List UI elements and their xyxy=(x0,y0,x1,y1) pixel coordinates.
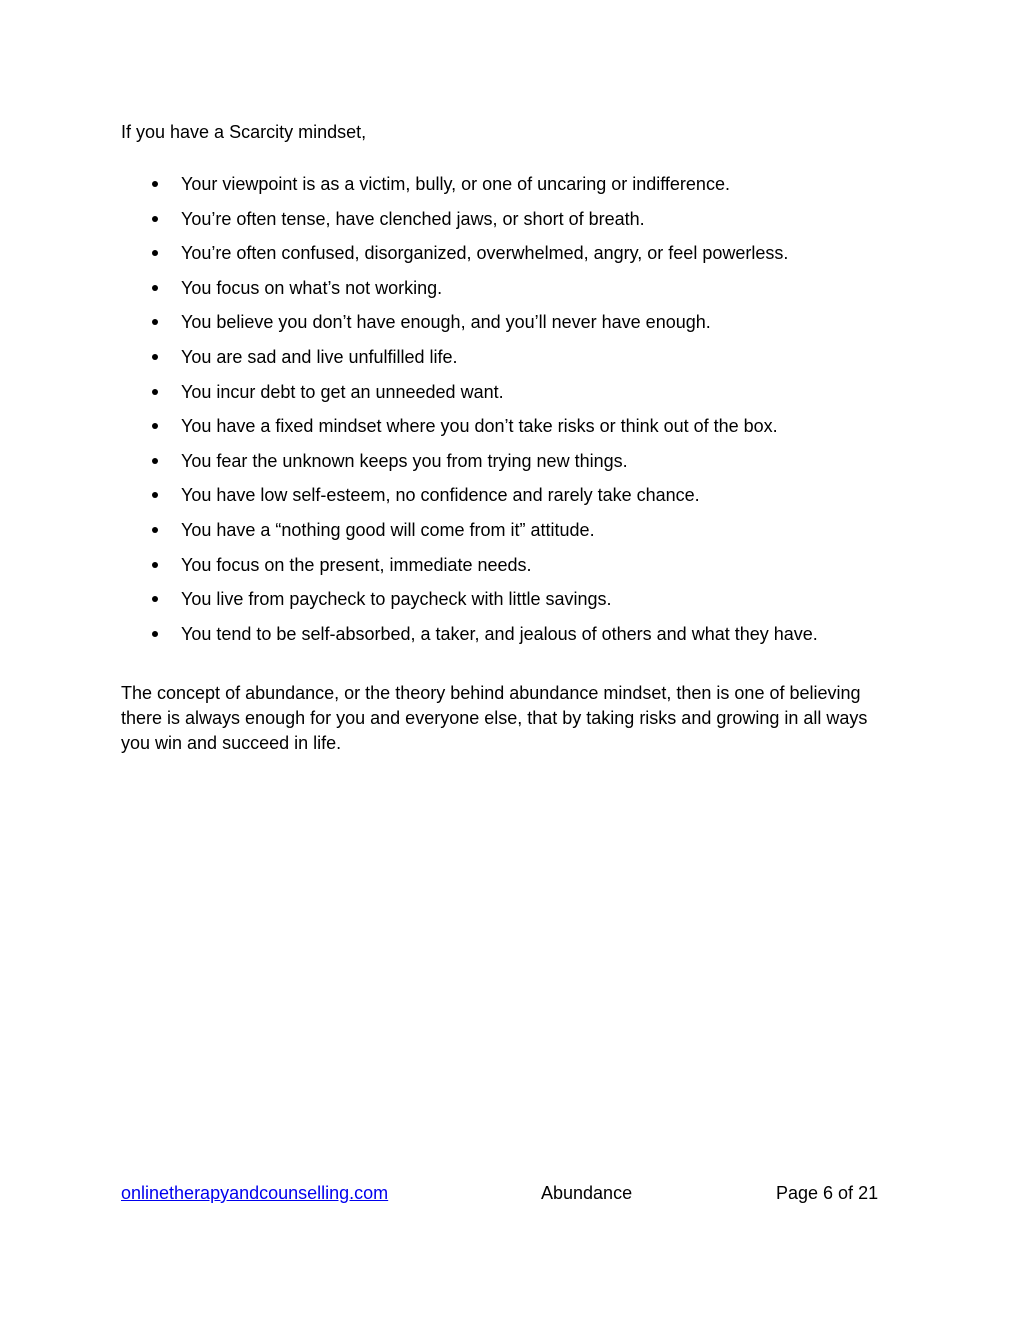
list-item-text: You focus on the present, immediate needs. xyxy=(181,554,532,575)
list-item-text: You focus on what’s not working. xyxy=(181,277,443,298)
bullet-icon xyxy=(152,631,158,637)
list-item-text: Your viewpoint is as a victim, bully, or one of uncaring or indifference. xyxy=(181,174,730,194)
bullet-icon xyxy=(152,181,158,187)
list-item-text: You are sad and live unfulfilled life. xyxy=(181,346,458,367)
page-footer xyxy=(0,1182,1024,1206)
list-item xyxy=(121,208,921,243)
list-item-text: You believe you don’t have enough, and you’ll never have enough. xyxy=(181,312,711,333)
list-item xyxy=(121,623,921,658)
list-item xyxy=(121,242,921,277)
bullet-icon xyxy=(152,458,158,464)
list-item xyxy=(121,381,921,416)
list-item-text: You tend to be self-absorbed, a taker, and jealous of others and what they have. xyxy=(181,623,818,644)
list-item xyxy=(121,346,921,381)
list-item-text: You have a fixed mindset where you don’t take risks or think out of the box. xyxy=(181,416,778,437)
list-item xyxy=(121,415,921,450)
page-number: Page 6 of 21 xyxy=(776,1183,879,1203)
list-item xyxy=(121,588,921,623)
bullet-icon xyxy=(152,562,158,568)
list-item-text: You incur debt to get an unneeded want. xyxy=(181,381,504,402)
list-item-text: You live from paycheck to paycheck with little savings. xyxy=(181,589,612,610)
bullet-icon xyxy=(152,216,158,222)
bullet-icon xyxy=(152,319,158,325)
bullet-icon xyxy=(152,285,158,291)
website-link[interactable]: onlinetherapyandcounselling.com xyxy=(121,1183,389,1203)
bullet-icon xyxy=(152,354,158,360)
scarcity-bullet-list xyxy=(121,173,921,657)
list-item-text: You’re often tense, have clenched jaws, or short of breath. xyxy=(181,208,645,229)
bullet-icon xyxy=(152,423,158,429)
bullet-icon xyxy=(152,596,158,602)
list-item xyxy=(121,311,921,346)
list-item-text: You fear the unknown keeps you from trying new things. xyxy=(181,450,628,471)
list-item-text: You have low self-esteem, no confidence and rarely take chance. xyxy=(181,485,700,506)
bullet-icon xyxy=(152,389,158,395)
bullet-icon xyxy=(152,250,158,256)
list-item xyxy=(121,173,921,208)
document-title: Abundance xyxy=(541,1183,633,1203)
closing-paragraph: The concept of abundance, or the theory behind abundance mindset, then is one of believing there is always enough for you and everyone else, that by taking risks and growing in all ways you win and succeed in life. xyxy=(121,683,868,753)
list-item xyxy=(121,277,921,312)
list-item xyxy=(121,519,921,554)
list-item xyxy=(121,484,921,519)
intro-text: If you have a Scarcity mindset, xyxy=(121,122,367,142)
bullet-icon xyxy=(152,492,158,498)
bullet-icon xyxy=(152,527,158,533)
list-item-text: You’re often confused, disorganized, overwhelmed, angry, or feel powerless. xyxy=(181,243,789,264)
list-item xyxy=(121,554,921,589)
list-item-text: You have a “nothing good will come from it” attitude. xyxy=(181,519,595,540)
list-item xyxy=(121,450,921,485)
